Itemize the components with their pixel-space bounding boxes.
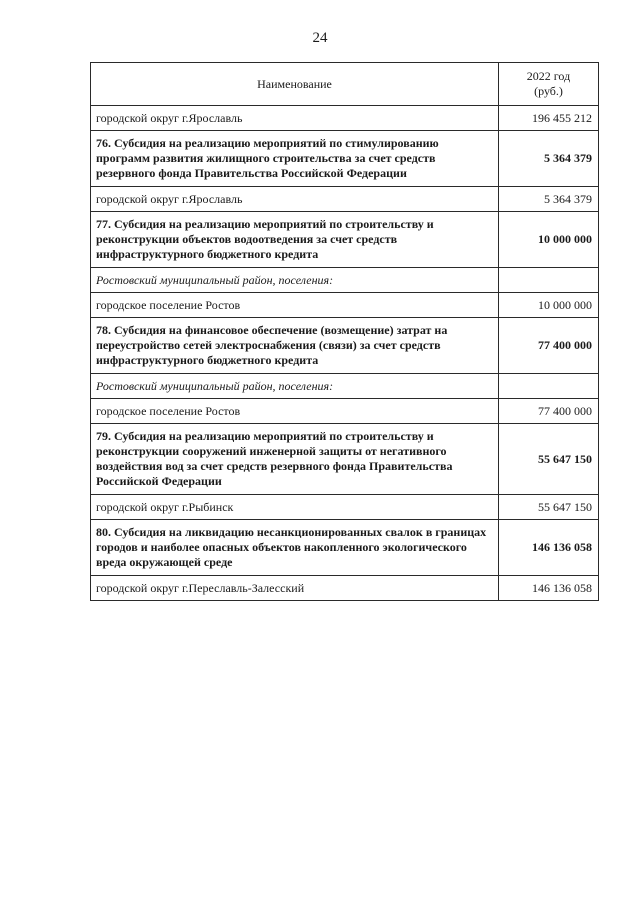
table-row [91,576,599,601]
row-amount: 5 364 379 [499,187,599,212]
row-name: городской округ г.Переславль-Залесский [91,576,499,601]
subsidy-total: 5 364 379 [499,131,599,187]
table-row-subsidy [91,424,599,495]
subsidy-total: 10 000 000 [499,212,599,268]
table-row-subsidy [91,318,599,374]
row-amount [499,268,599,293]
row-name: городской округ г.Ярославль [91,106,499,131]
row-amount: 196 455 212 [499,106,599,131]
row-name: городской округ г.Рыбинск [91,495,499,520]
row-name: городское поселение Ростов [91,293,499,318]
section-label: Ростовский муниципальный район, поселения: [91,374,499,399]
table-row-section [91,268,599,293]
subsidy-total: 55 647 150 [499,424,599,495]
section-label: Ростовский муниципальный район, поселения: [91,268,499,293]
table-row-subsidy [91,131,599,187]
row-name: городской округ г.Ярославль [91,187,499,212]
table-row [91,495,599,520]
table-header-row [91,63,599,106]
row-amount: 146 136 058 [499,576,599,601]
subsidy-title: 77. Субсидия на реализацию мероприятий по строительству и реконструкции объектов водоотведения за счет средств инфраструктурного бюджетного кредита [91,212,499,268]
row-amount: 55 647 150 [499,495,599,520]
row-name: городское поселение Ростов [91,399,499,424]
column-header-name: Наименование [91,63,499,106]
subsidy-title: 80. Субсидия на ликвидацию несанкционированных свалок в границах городов и наиболее опасных объектов накопленного экологического вреда окружающей среде [91,520,499,576]
column-header-year: 2022 год [526,69,571,83]
table-row [91,187,599,212]
table-row-section [91,374,599,399]
row-amount [499,374,599,399]
table-row [91,399,599,424]
column-header-unit: (руб.) [534,84,563,98]
subsidy-total: 77 400 000 [499,318,599,374]
row-amount: 10 000 000 [499,293,599,318]
table-row [91,106,599,131]
column-header-amount [499,63,599,106]
page-number: 24 [312,30,328,46]
subsidy-title: 76. Субсидия на реализацию мероприятий по стимулированию программ развития жилищного строительства за счет средств резервного фонда Правительства Российской Федерации [91,131,499,187]
row-amount: 77 400 000 [499,399,599,424]
subsidy-total: 146 136 058 [499,520,599,576]
table-row-subsidy [91,520,599,576]
table-row [91,293,599,318]
subsidy-title: 79. Субсидия на реализацию мероприятий по строительству и реконструкции сооружений инженерной защиты от негативного воздействия вод за счет средств резервного фонда Правительства Российской Федерации [91,424,499,495]
subsidy-title: 78. Субсидия на финансовое обеспечение (возмещение) затрат на переустройство сетей электроснабжения (связи) за счет средств инфраструктурного бюджетного кредита [91,318,499,374]
table-row-subsidy [91,212,599,268]
budget-table [90,62,599,601]
